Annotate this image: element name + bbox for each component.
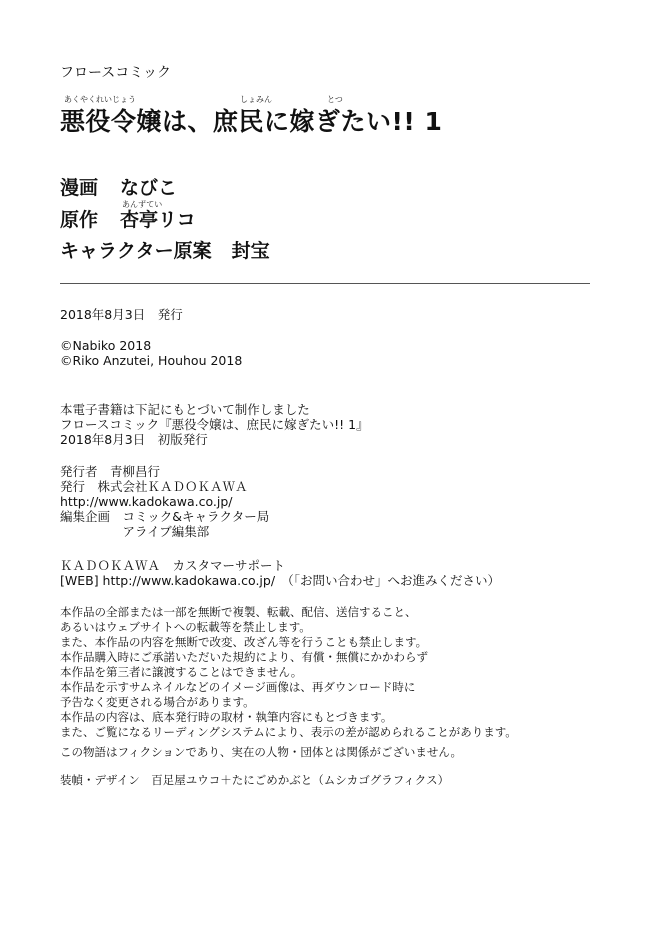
publisher-line: 発行者 青柳昌行 <box>60 464 161 479</box>
credit-character-design <box>60 236 270 263</box>
issue-date: 2018年8月3日 発行 <box>60 307 183 322</box>
book-title: 悪役令嬢は、庶民に嫁ぎたい!! 1 <box>60 107 443 136</box>
design-credit: 装幀・デザイン 百足屋ユウコ＋たにごめかぶと（ムシカゴグラフィクス） <box>60 773 450 787</box>
fiction-disclaimer: この物語はフィクションであり、実在の人物・団体とは関係がございません。 <box>60 745 463 759</box>
support-web: [WEB] http://www.kadokawa.co.jp/ （「お問い合わせ」へお進みください） <box>60 573 501 588</box>
credit-name: なびこ <box>120 177 178 199</box>
source-line: 本電子書籍は下記にもとづいて制作しました <box>60 402 310 417</box>
publisher-url: http://www.kadokawa.co.jp/ <box>60 494 233 509</box>
notice-line: あるいはウェブサイトへの転載等を禁止します。 <box>60 620 311 634</box>
notice-line: 本作品の内容は、底本発行時の取材・執筆内容にもとづきます。 <box>60 710 393 724</box>
source-line: フロースコミック『悪役令嬢は、庶民に嫁ぎたい!! 1』 <box>60 417 369 432</box>
title-ruby-shomin: しょみん <box>240 95 272 104</box>
publisher-line: アライブ編集部 <box>60 524 210 539</box>
copyright-line: ©Riko Anzutei, Houhou 2018 <box>60 353 243 368</box>
notice-line: 本作品の全部または一部を無断で複製、転載、配信、送信すること、 <box>60 605 417 619</box>
credit-manga <box>60 173 177 200</box>
notice-line: 本作品を示すサムネイルなどのイメージ画像は、再ダウンロード時に <box>60 680 416 694</box>
credit-name: 封宝 <box>231 240 270 262</box>
copyright-line: ©Nabiko 2018 <box>60 338 152 353</box>
publisher-line: 編集企画 コミック&キャラクター局 <box>60 509 270 524</box>
notice-line: 予告なく変更される場合があります。 <box>60 695 255 709</box>
title-ruby-totsu: とつ <box>327 95 343 104</box>
support-line: ＫＡＤＯＫＡＷＡ カスタマーサポート <box>60 558 286 573</box>
notice-line: 本作品購入時にご承諾いただいた規約により、有償・無償にかかわらず <box>60 650 428 664</box>
credit-role: 原作 <box>60 209 99 231</box>
title-ruby-akuyaku: あくやくれいじょう <box>64 95 136 104</box>
credit-role: 漫画 <box>60 177 99 199</box>
notice-line: 本作品を第三者に譲渡することはできません。 <box>60 665 303 679</box>
credit-name: 杏亭リコ <box>120 209 196 231</box>
credit-original-ruby: あんずてい <box>122 200 163 209</box>
credit-role: キャラクター原案 <box>60 240 212 262</box>
publisher-line: 発行 株式会社ＫＡＤＯＫＡＷＡ <box>60 479 248 494</box>
notice-line: また、ご覧になるリーディングシステムにより、表示の差が認められることがあります。 <box>60 725 517 739</box>
notice-line: また、本作品の内容を無断で改変、改ざん等を行うことも禁止します。 <box>60 635 428 649</box>
imprint-label: フロースコミック <box>60 65 172 81</box>
source-line: 2018年8月3日 初版発行 <box>60 432 208 447</box>
divider <box>60 283 590 284</box>
credit-original <box>60 205 196 232</box>
